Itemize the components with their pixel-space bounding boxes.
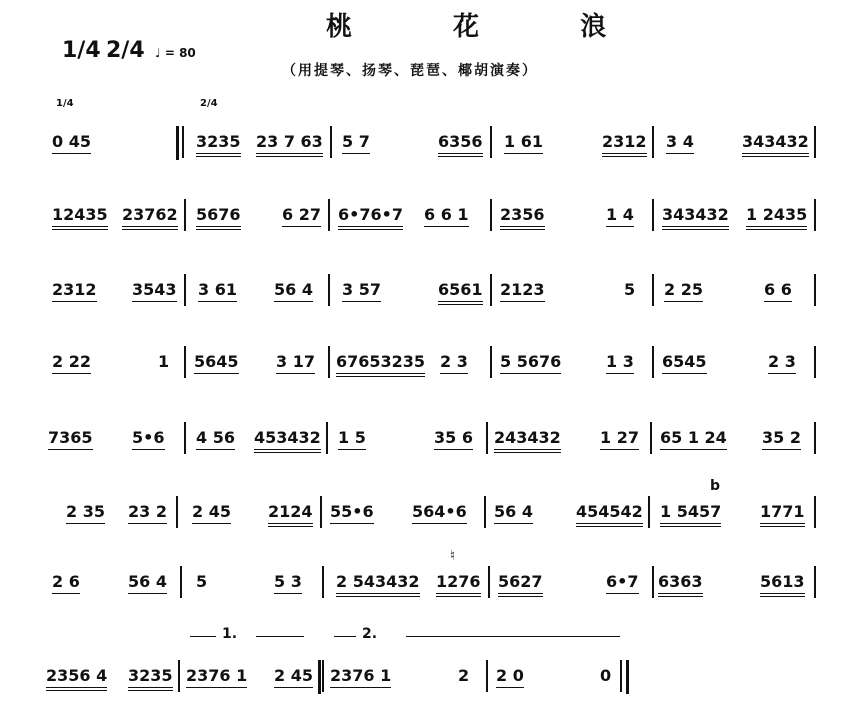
score-token: 2 45 (274, 666, 313, 688)
barline (652, 199, 654, 231)
barline (320, 496, 322, 528)
barline (652, 274, 654, 306)
barline (490, 126, 492, 158)
meter-a-small: 1/4 (56, 98, 74, 109)
score-token: 2376 1 (330, 666, 391, 688)
barline (486, 660, 488, 692)
score-token: 3 4 (666, 132, 694, 154)
score-token: 56 4 (274, 280, 313, 302)
score-token: 2376 1 (186, 666, 247, 688)
natural-sign: ♮ (450, 548, 456, 564)
score-row-4 (0, 352, 855, 392)
barline (650, 422, 652, 454)
barline (814, 496, 816, 528)
score-token: 3 17 (276, 352, 315, 374)
score-token: 1 3 (606, 352, 634, 374)
score-token: 454542 (576, 502, 643, 527)
score-token: 23 2 (128, 502, 167, 524)
score-token: 1 5 (338, 428, 366, 450)
score-token: 0 (600, 666, 612, 685)
score-token: 6545 (662, 352, 707, 374)
score-token: 2356 (500, 205, 545, 230)
score-token: 2 35 (66, 502, 105, 524)
score-row-3 (0, 280, 855, 320)
score-token: 5 5676 (500, 352, 561, 374)
score-token: 2123 (500, 280, 545, 302)
score-token: 243432 (494, 428, 561, 453)
score-token: 7365 (48, 428, 93, 450)
meter-b: 2/4 (106, 38, 145, 63)
barline (328, 346, 330, 378)
score-token: 5676 (196, 205, 241, 230)
score-token: 6 6 (764, 280, 792, 302)
barline (486, 422, 488, 454)
barline (184, 274, 186, 306)
score-token: 1 27 (600, 428, 639, 450)
score-token: 12435 (52, 205, 108, 230)
score-row-6 (0, 502, 855, 542)
score-token: 3235 (128, 666, 173, 691)
score-token: 1276 (436, 572, 481, 597)
barline (184, 346, 186, 378)
score-token: 6 6 1 (424, 205, 469, 227)
barline (488, 566, 490, 598)
score-token: 1 2435 (746, 205, 807, 230)
barline (814, 126, 816, 158)
score-token: 2124 (268, 502, 313, 527)
score-token: 5 (196, 572, 208, 591)
volta-1-line (190, 636, 216, 637)
score-token: 5627 (498, 572, 543, 597)
score-token: 2 3 (768, 352, 796, 374)
score-token: 2312 (52, 280, 97, 302)
volta-2-line (334, 636, 356, 637)
score-row-7 (0, 572, 855, 612)
score-token: 2 25 (664, 280, 703, 302)
score-token: 453432 (254, 428, 321, 453)
barline (322, 566, 324, 598)
barline (652, 346, 654, 378)
score-token: 35 6 (434, 428, 473, 450)
score-token: 2312 (602, 132, 647, 157)
score-token: 56 4 (494, 502, 533, 524)
barline (648, 496, 650, 528)
repeat-start-bar (176, 126, 179, 160)
score-row-8 (0, 666, 855, 706)
barline (652, 126, 654, 158)
barline (620, 660, 622, 692)
score-token: 65 1 24 (660, 428, 727, 450)
score-token: 5•6 (132, 428, 165, 450)
score-token: 1 4 (606, 205, 634, 227)
meter-a: 1/4 (62, 38, 101, 63)
score-token: 2 3 (440, 352, 468, 374)
barline (484, 496, 486, 528)
repeat-end-bar (318, 660, 321, 694)
score-token: 2356 4 (46, 666, 107, 691)
score-token: 4 56 (196, 428, 235, 450)
barline (178, 660, 180, 692)
score-token: 1 5457 (660, 502, 721, 527)
volta-2-line (406, 636, 620, 637)
barline (176, 496, 178, 528)
score-token: 3235 (196, 132, 241, 157)
score-row-5 (0, 428, 855, 468)
score-token: 5 3 (274, 572, 302, 594)
score-token: 2 0 (496, 666, 524, 688)
score-token: 1771 (760, 502, 805, 527)
score-token: 6561 (438, 280, 483, 305)
score-token: 2 6 (52, 572, 80, 594)
final-bar (626, 660, 629, 694)
score-token: 1 61 (504, 132, 543, 154)
score-token: 343432 (742, 132, 809, 157)
score-token: 3 61 (198, 280, 237, 302)
score-token: 6 27 (282, 205, 321, 227)
barline (814, 199, 816, 231)
barline (184, 422, 186, 454)
score-row-1 (0, 132, 855, 172)
barline (490, 274, 492, 306)
barline (814, 274, 816, 306)
score-token: 6•7 (606, 572, 639, 594)
score-token: 6356 (438, 132, 483, 157)
score-token: 0 45 (52, 132, 91, 154)
score-token: 564•6 (412, 502, 467, 524)
score-token: 3543 (132, 280, 177, 302)
page-title: 桃 花 浪 (326, 12, 653, 42)
score-token: 2 543432 (336, 572, 420, 597)
barline (182, 126, 184, 158)
score-token: 3 57 (342, 280, 381, 302)
volta-1-line (256, 636, 304, 637)
barline (814, 422, 816, 454)
barline (652, 566, 654, 598)
score-token: 56 4 (128, 572, 167, 594)
score-token: 2 (458, 666, 470, 685)
barline (180, 566, 182, 598)
barline (490, 199, 492, 231)
score-row-2 (0, 205, 855, 245)
meter-b-small: 2/4 (200, 98, 218, 109)
score-token: 5 (624, 280, 636, 299)
barline (814, 566, 816, 598)
score-token: 2 22 (52, 352, 91, 374)
page-subtitle: （用提琴、扬琴、琵琶、椰胡演奏） (282, 63, 538, 79)
score-token: 35 2 (762, 428, 801, 450)
barline (328, 274, 330, 306)
flat-sign: b (710, 478, 721, 494)
barline (184, 199, 186, 231)
score-token: 23762 (122, 205, 178, 230)
score-token: 5613 (760, 572, 805, 597)
tempo-mark: ♩ = 80 (155, 46, 196, 60)
score-token: 343432 (662, 205, 729, 230)
volta-2-label: 2. (362, 626, 378, 642)
score-token: 23 7 63 (256, 132, 323, 157)
score-token: 5645 (194, 352, 239, 374)
barline (326, 422, 328, 454)
barline (322, 660, 324, 692)
score-token: 5 7 (342, 132, 370, 154)
score-token: 6•76•7 (338, 205, 403, 230)
barline (814, 346, 816, 378)
score-token: 67653235 (336, 352, 425, 377)
barline (328, 199, 330, 231)
barline (490, 346, 492, 378)
score-token: 1 (158, 352, 170, 371)
score-token: 55•6 (330, 502, 374, 524)
score-token: 6363 (658, 572, 703, 597)
score-token: 2 45 (192, 502, 231, 524)
barline (330, 126, 332, 158)
volta-1-label: 1. (222, 626, 238, 642)
